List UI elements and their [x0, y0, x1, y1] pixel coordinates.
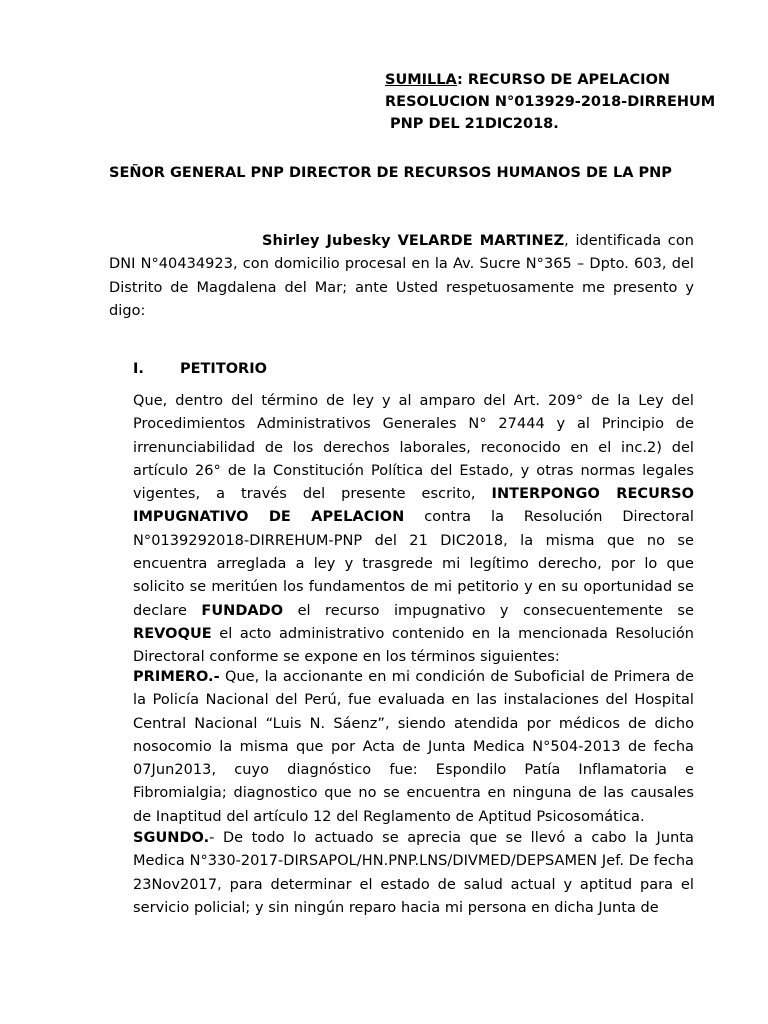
petitorio-bold-interpongo: INTERPONGO RECURSO IMPUGNATIVO DE APELACION [133, 486, 694, 526]
petitioner-name: Shirley Jubesky VELARDE MARTINEZ [262, 233, 565, 249]
sumilla-line-3: PNP DEL 21DIC2018. [390, 116, 559, 132]
primero-text: Que, la accionante en mi condición de Suboficial de Primera de la Policía Nacional del Perú, fue evaluada en las instalaciones del Hospital Central Nacional “Luis N. Sáenz”, siendo atendida por médicos de dicho nosocomio la misma que por Acta de Junta Medica N°504-2013 de fecha 07Jun2013, cuyo diagnóstico fue: Espondilo Patía Inflamatoria e Fibromialgia; diagnostico que no se encuentra en ninguna de las causales de Inaptitud del artículo 12 del Reglamento de Aptitud Psicosomática. [133, 669, 694, 825]
intro-paragraph [109, 230, 694, 323]
petitorio-bold-revoque: REVOQUE [133, 625, 212, 642]
section-heading-petitorio [133, 358, 267, 380]
section-title: PETITORIO [180, 361, 267, 377]
sumilla-block [385, 69, 715, 135]
sumilla-line-1 [385, 69, 715, 91]
petitorio-text-3: el recurso impugnativo y consecuentemente se [283, 602, 694, 619]
petitorio-paragraph [133, 390, 694, 670]
sumilla-label: SUMILLA [385, 72, 458, 88]
segundo-paragraph [133, 827, 694, 920]
intro-text: , identificada con DNI N°40434923, con domicilio procesal en la Av. Sucre N°365 – Dpto. 603, del Distrito de Magdalena del Mar; ante Usted respetuosamente me presento y digo: [109, 233, 694, 319]
section-number: I. [133, 361, 144, 377]
primero-paragraph [133, 666, 694, 829]
petitorio-text-1: Que, dentro del término de ley y al amparo del Art. 209° de la Ley del Procedimientos Administrativos Generales N° 27444 y al Principio de irrenunciabilidad de los derechos laborales, reconocido en el inc.2) del artículo 26° de la Constitución Política del Estado, y otras normas legales vigentes, a través del presente escrito, [133, 393, 694, 503]
petitorio-text-4: el acto administrativo contenido en la mencionada Resolución Directoral conforme se expone en los términos siguientes: [133, 625, 694, 666]
sumilla-line-2: RESOLUCION N°013929-2018-DIRREHUM [385, 94, 716, 110]
petitorio-text-2: contra la Resolución Directoral N°0139292018-DIRREHUM-PNP del 21 DIC2018, la misma que no se encuentra arreglada a ley y trasgrede mi legítimo derecho, por lo que solicito se meritúen los fundamentos de mi petitorio y en su oportunidad se declare [133, 509, 695, 619]
segundo-label: SGUNDO. [133, 830, 210, 846]
addressee-heading: SEÑOR GENERAL PNP DIRECTOR DE RECURSOS HUMANOS DE LA PNP [109, 165, 672, 181]
petitorio-bold-fundado: FUNDADO [201, 602, 284, 619]
primero-label: PRIMERO.- [133, 669, 220, 685]
sumilla-title: : RECURSO DE APELACION [457, 72, 671, 88]
segundo-text: - De todo lo actuado se aprecia que se llevó a cabo la Junta Medica N°330-2017-DIRSAPOL/HN.PNP.LNS/DIVMED/DEPSAMEN Jef. De fecha 23Nov2017, para determinar el estado de salud actual y aptitud para el servicio policial; y sin ningún reparo hacia mi persona en dicha Junta de [133, 830, 694, 916]
